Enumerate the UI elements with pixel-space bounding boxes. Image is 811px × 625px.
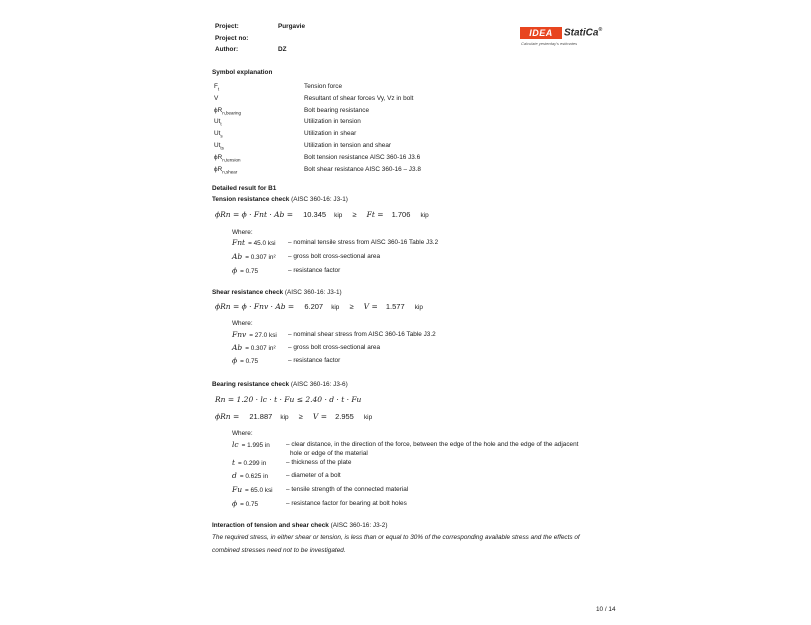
page-number: 10 / 14 bbox=[596, 606, 616, 613]
symbol-description: Resultant of shear forces Vy, Vz in bolt bbox=[304, 95, 414, 102]
where-item-value: = 0.307 in² bbox=[245, 345, 276, 352]
where-item-symbol: Fnv bbox=[232, 330, 247, 339]
brand-tagline: Calculate yesterday's estimates bbox=[521, 41, 578, 46]
where-item-value: = 0.75 bbox=[240, 358, 259, 365]
where-item-symbol: ϕ bbox=[232, 266, 238, 275]
where-item-symbol: ϕ bbox=[232, 499, 238, 508]
symbol-sub: s bbox=[220, 133, 223, 139]
where-item-description: – tensile strength of the connected material bbox=[286, 486, 409, 493]
tension-formula-line: ϕRn = ϕ · Fnt · Ab = 10.345 kip ≥ Ft = 1.706 kip bbox=[215, 210, 429, 219]
where-item-value: = 0.307 in² bbox=[245, 254, 276, 261]
symbol-main: Ut bbox=[214, 130, 221, 137]
symbol-cell bbox=[214, 154, 240, 162]
bearing-title: Bearing resistance check (AISC 360-16: J3-6) bbox=[212, 381, 348, 388]
where-item-symbol: Ab bbox=[232, 343, 243, 352]
symbol-description: Tension force bbox=[304, 83, 343, 90]
where-item-description: – thickness of the plate bbox=[286, 459, 352, 466]
where-item-symbol: t bbox=[232, 458, 236, 467]
tension-formula: ϕRn = ϕ · Fnt · Ab = bbox=[215, 210, 293, 219]
symbol-main: F bbox=[214, 83, 218, 90]
where-item-value: = 0.625 in bbox=[239, 473, 269, 480]
symbol-cell bbox=[214, 118, 222, 126]
where-item-description-cont: hole or edge of the material bbox=[290, 450, 368, 457]
bearing-formula1: Rn = 1.20 · lc · t · Fu ≤ 2.40 · d · t · Fu bbox=[215, 395, 362, 404]
symbol-sub: t bbox=[220, 121, 222, 127]
symbol-main: ϕR bbox=[214, 154, 223, 161]
symbol-sub: n,tension bbox=[222, 157, 241, 163]
shear-formula: ϕRn = ϕ · Fnv · Ab = bbox=[215, 302, 295, 311]
where-item-description: – nominal tensile stress from AISC 360-16 Table J3.2 bbox=[288, 239, 439, 246]
where-item-description: – diameter of a bolt bbox=[286, 472, 341, 479]
symbol-main: ϕR bbox=[214, 166, 223, 173]
symbol-description: Utilization in shear bbox=[304, 130, 357, 137]
detailed-title: Detailed result for B1 bbox=[212, 185, 277, 192]
symbol-description: Utilization in tension bbox=[304, 118, 361, 125]
interaction-title: Interaction of tension and shear check (AISC 360-16: J3-2) bbox=[212, 522, 388, 529]
symbol-main: Ut bbox=[214, 118, 221, 125]
symbols-title: Symbol explanation bbox=[212, 69, 273, 76]
where-item-formula bbox=[232, 330, 277, 339]
shear-rhs-value: 1.577 bbox=[385, 302, 405, 311]
shear-title: Shear resistance check (AISC 360-16: J3-1) bbox=[212, 289, 342, 296]
where-item-value: = 0.75 bbox=[240, 268, 259, 275]
where-item-formula bbox=[232, 458, 266, 467]
symbol-main: ϕR bbox=[214, 107, 223, 114]
symbol-description: Bolt bearing resistance bbox=[304, 107, 370, 114]
symbol-cell bbox=[214, 107, 241, 115]
shear-where: Where: bbox=[232, 320, 253, 327]
shear-value: 6.207 bbox=[304, 302, 324, 311]
project-no-label: Project no: bbox=[215, 35, 249, 42]
bearing-rhs-value: 2.955 bbox=[335, 412, 354, 421]
bearing-formula2: ϕRn = bbox=[215, 412, 240, 421]
where-item-value: = 1.995 in bbox=[241, 442, 270, 449]
where-item-value: = 0.299 in bbox=[238, 460, 267, 467]
where-item-formula bbox=[232, 499, 258, 508]
tension-rhs-value: 1.706 bbox=[391, 210, 411, 219]
where-item-description: – resistance factor bbox=[288, 357, 341, 364]
bearing-value: 21.887 bbox=[249, 412, 273, 421]
symbol-sub: ts bbox=[220, 145, 224, 151]
where-item-description: – resistance factor bbox=[288, 267, 341, 274]
where-item-symbol: Fu bbox=[232, 485, 243, 494]
brand-logo-name: StatiCa® bbox=[564, 27, 603, 39]
interaction-line2: combined stresses need not to be investigated. bbox=[212, 547, 346, 554]
tension-value: 10.345 bbox=[303, 210, 327, 219]
where-item-description: – resistance factor for bearing at bolt holes bbox=[286, 500, 407, 507]
where-item-description: – clear distance, in the direction of the force, between the edge of the hole and the edge of the adjacent bbox=[286, 441, 579, 448]
symbol-cell bbox=[214, 95, 218, 103]
brand-logo-mark: IDEA bbox=[520, 27, 562, 39]
symbol-description: Bolt tension resistance AISC 360-16 J3.6 bbox=[304, 154, 421, 161]
author-value: DZ bbox=[278, 46, 287, 53]
symbol-cell bbox=[214, 130, 223, 138]
symbol-sub: t bbox=[217, 86, 220, 92]
where-item-symbol: lc bbox=[232, 440, 239, 449]
project-label: Project: bbox=[215, 23, 239, 30]
shear-formula-line: ϕRn = ϕ · Fnv · Ab = 6.207 kip ≥ V = 1.577 kip bbox=[215, 302, 423, 311]
interaction-line1: The required stress, in either shear or tension, is less than or equal to 30% of the corresponding available stress and the effects of bbox=[212, 534, 580, 541]
symbol-cell bbox=[214, 142, 224, 150]
project-value: Purgavie bbox=[278, 23, 305, 30]
where-item-symbol: d bbox=[232, 471, 237, 480]
symbol-description: Bolt shear resistance AISC 360-16 – J3.8 bbox=[304, 166, 421, 173]
symbol-sub: n,bearing bbox=[222, 110, 241, 116]
where-item-formula bbox=[232, 485, 273, 494]
bearing-where: Where: bbox=[232, 430, 253, 437]
where-item-formula bbox=[232, 343, 276, 352]
where-item-formula bbox=[232, 238, 276, 247]
where-item-formula bbox=[232, 266, 258, 275]
where-item-formula bbox=[232, 252, 276, 261]
where-item-description: – gross bolt cross-sectional area bbox=[288, 344, 380, 351]
where-item-symbol: ϕ bbox=[232, 356, 238, 365]
where-item-description: – nominal shear stress from AISC 360-16 Table J3.2 bbox=[288, 331, 436, 338]
author-label: Author: bbox=[215, 46, 239, 53]
symbol-main: V bbox=[214, 95, 219, 102]
symbol-cell bbox=[214, 166, 237, 174]
tension-where: Where: bbox=[232, 229, 253, 236]
bearing-formula-line: ϕRn = 21.887 kip ≥ V = 2.955 kip bbox=[215, 412, 373, 421]
where-item-value: = 0.75 bbox=[240, 501, 259, 508]
where-item-value: = 45.0 ksi bbox=[248, 240, 276, 247]
symbol-sub: n,shear bbox=[222, 169, 238, 175]
symbol-main: Ut bbox=[214, 142, 221, 149]
symbol-description: Utilization in tension and shear bbox=[304, 142, 392, 149]
where-item-formula bbox=[232, 356, 258, 365]
where-item-formula bbox=[232, 440, 270, 449]
tension-title: Tension resistance check (AISC 360-16: J3-1) bbox=[212, 196, 348, 203]
where-item-symbol: Fnt bbox=[232, 238, 246, 247]
where-item-symbol: Ab bbox=[232, 252, 243, 261]
where-item-value: = 65.0 ksi bbox=[245, 487, 273, 494]
where-item-value: = 27.0 ksi bbox=[249, 332, 277, 339]
symbol-cell bbox=[214, 83, 219, 91]
where-item-formula bbox=[232, 471, 268, 480]
where-item-description: – gross bolt cross-sectional area bbox=[288, 253, 380, 260]
